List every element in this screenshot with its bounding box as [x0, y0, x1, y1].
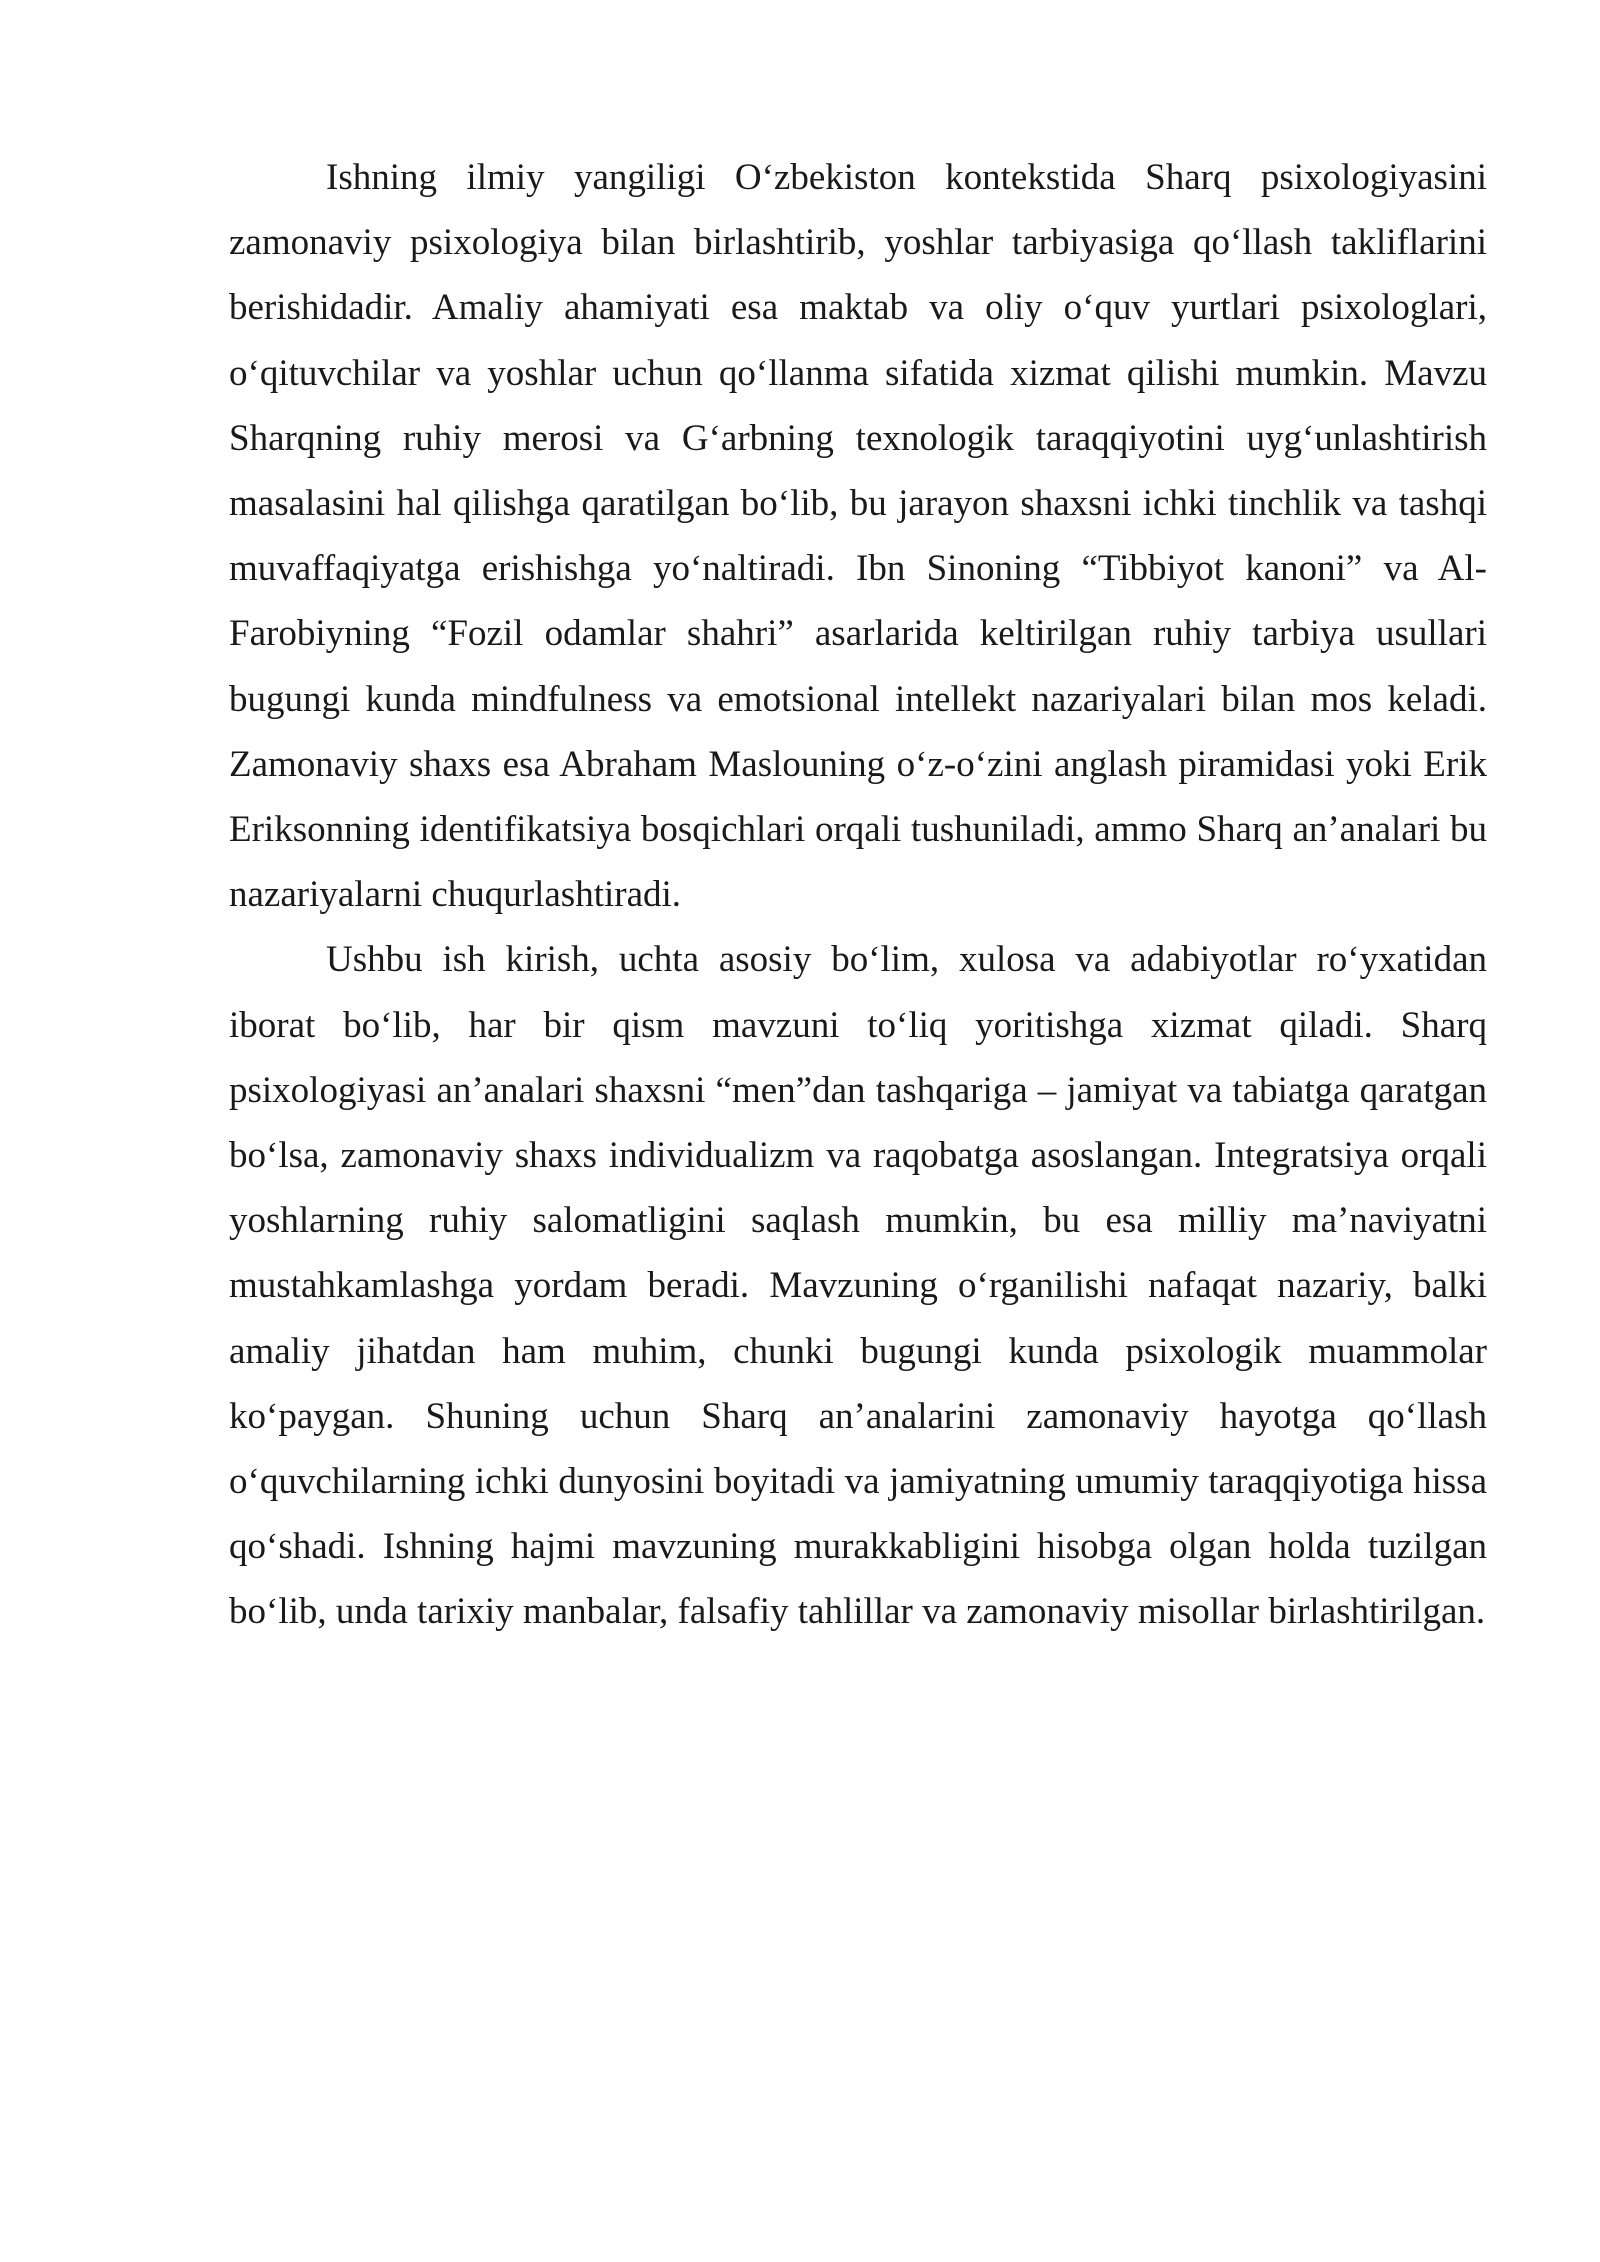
paragraph-1: Ishning ilmiy yangiligi O‘zbekiston kontekstida Sharq psixologiyasini zamonaviy psixologiya bilan birlashtirib, yoshlar tarbiyasiga qo‘llash takliflarini berishidadir. Amaliy ahamiyati esa maktab va oliy o‘quv yurtlari psixologlari, o‘qituvchilar va yoshlar uchun qo‘llanma sifatida xizmat qilishi mumkin. Mavzu Sharqning ruhiy merosi va G‘arbning texnologik taraqqiyotini uyg‘unlashtirish masalasini hal qilishga qaratilgan bo‘lib, bu jarayon shaxsni ichki tinchlik va tashqi muvaffaqiyatga erishishga yo‘naltiradi. Ibn Sinoning “Tibbiyot kanoni” va Al-Farobiyning “Fozil odamlar shahri” asarlarida keltirilgan ruhiy tarbiya usullari bugungi kunda mindfulness va emotsional intellekt nazariyalari bilan mos keladi. Zamonaviy shaxs esa Abraham Maslouning o‘z-o‘zini anglash piramidasi yoki Erik Eriksonning identifikatsiya bosqichlari orqali tushuniladi, ammo Sharq an’analari bu nazariyalarni chuqurlashtiradi.	[229, 157, 1487, 916]
document-body	[229, 145, 1487, 1645]
paragraph-2: Ushbu ish kirish, uchta asosiy bo‘lim, xulosa va adabiyotlar ro‘yxatidan iborat bo‘lib, har bir qism mavzuni to‘liq yoritishga xizmat qiladi. Sharq psixologiyasi an’analari shaxsni “men”dan tashqariga – jamiyat va tabiatga qaratgan bo‘lsa, zamonaviy shaxs individualizm va raqobatga asoslangan. Integratsiya orqali yoshlarning ruhiy salomatligini saqlash mumkin, bu esa milliy ma’naviyatni mustahkamlashga yordam beradi. Mavzuning o‘rganilishi nafaqat nazariy, balki amaliy jihatdan ham muhim, chunki bugungi kunda psixologik muammolar ko‘paygan. Shuning uchun Sharq an’analarini zamonaviy hayotga qo‘llash o‘quvchilarning ichki dunyosini boyitadi va jamiyatning umumiy taraqqiyotiga hissa qo‘shadi. Ishning hajmi mavzuning murakkabligini hisobga olgan holda tuzilgan bo‘lib, unda tarixiy manbalar, falsafiy tahlillar va zamonaviy misollar birlashtirilgan.	[229, 939, 1487, 1633]
